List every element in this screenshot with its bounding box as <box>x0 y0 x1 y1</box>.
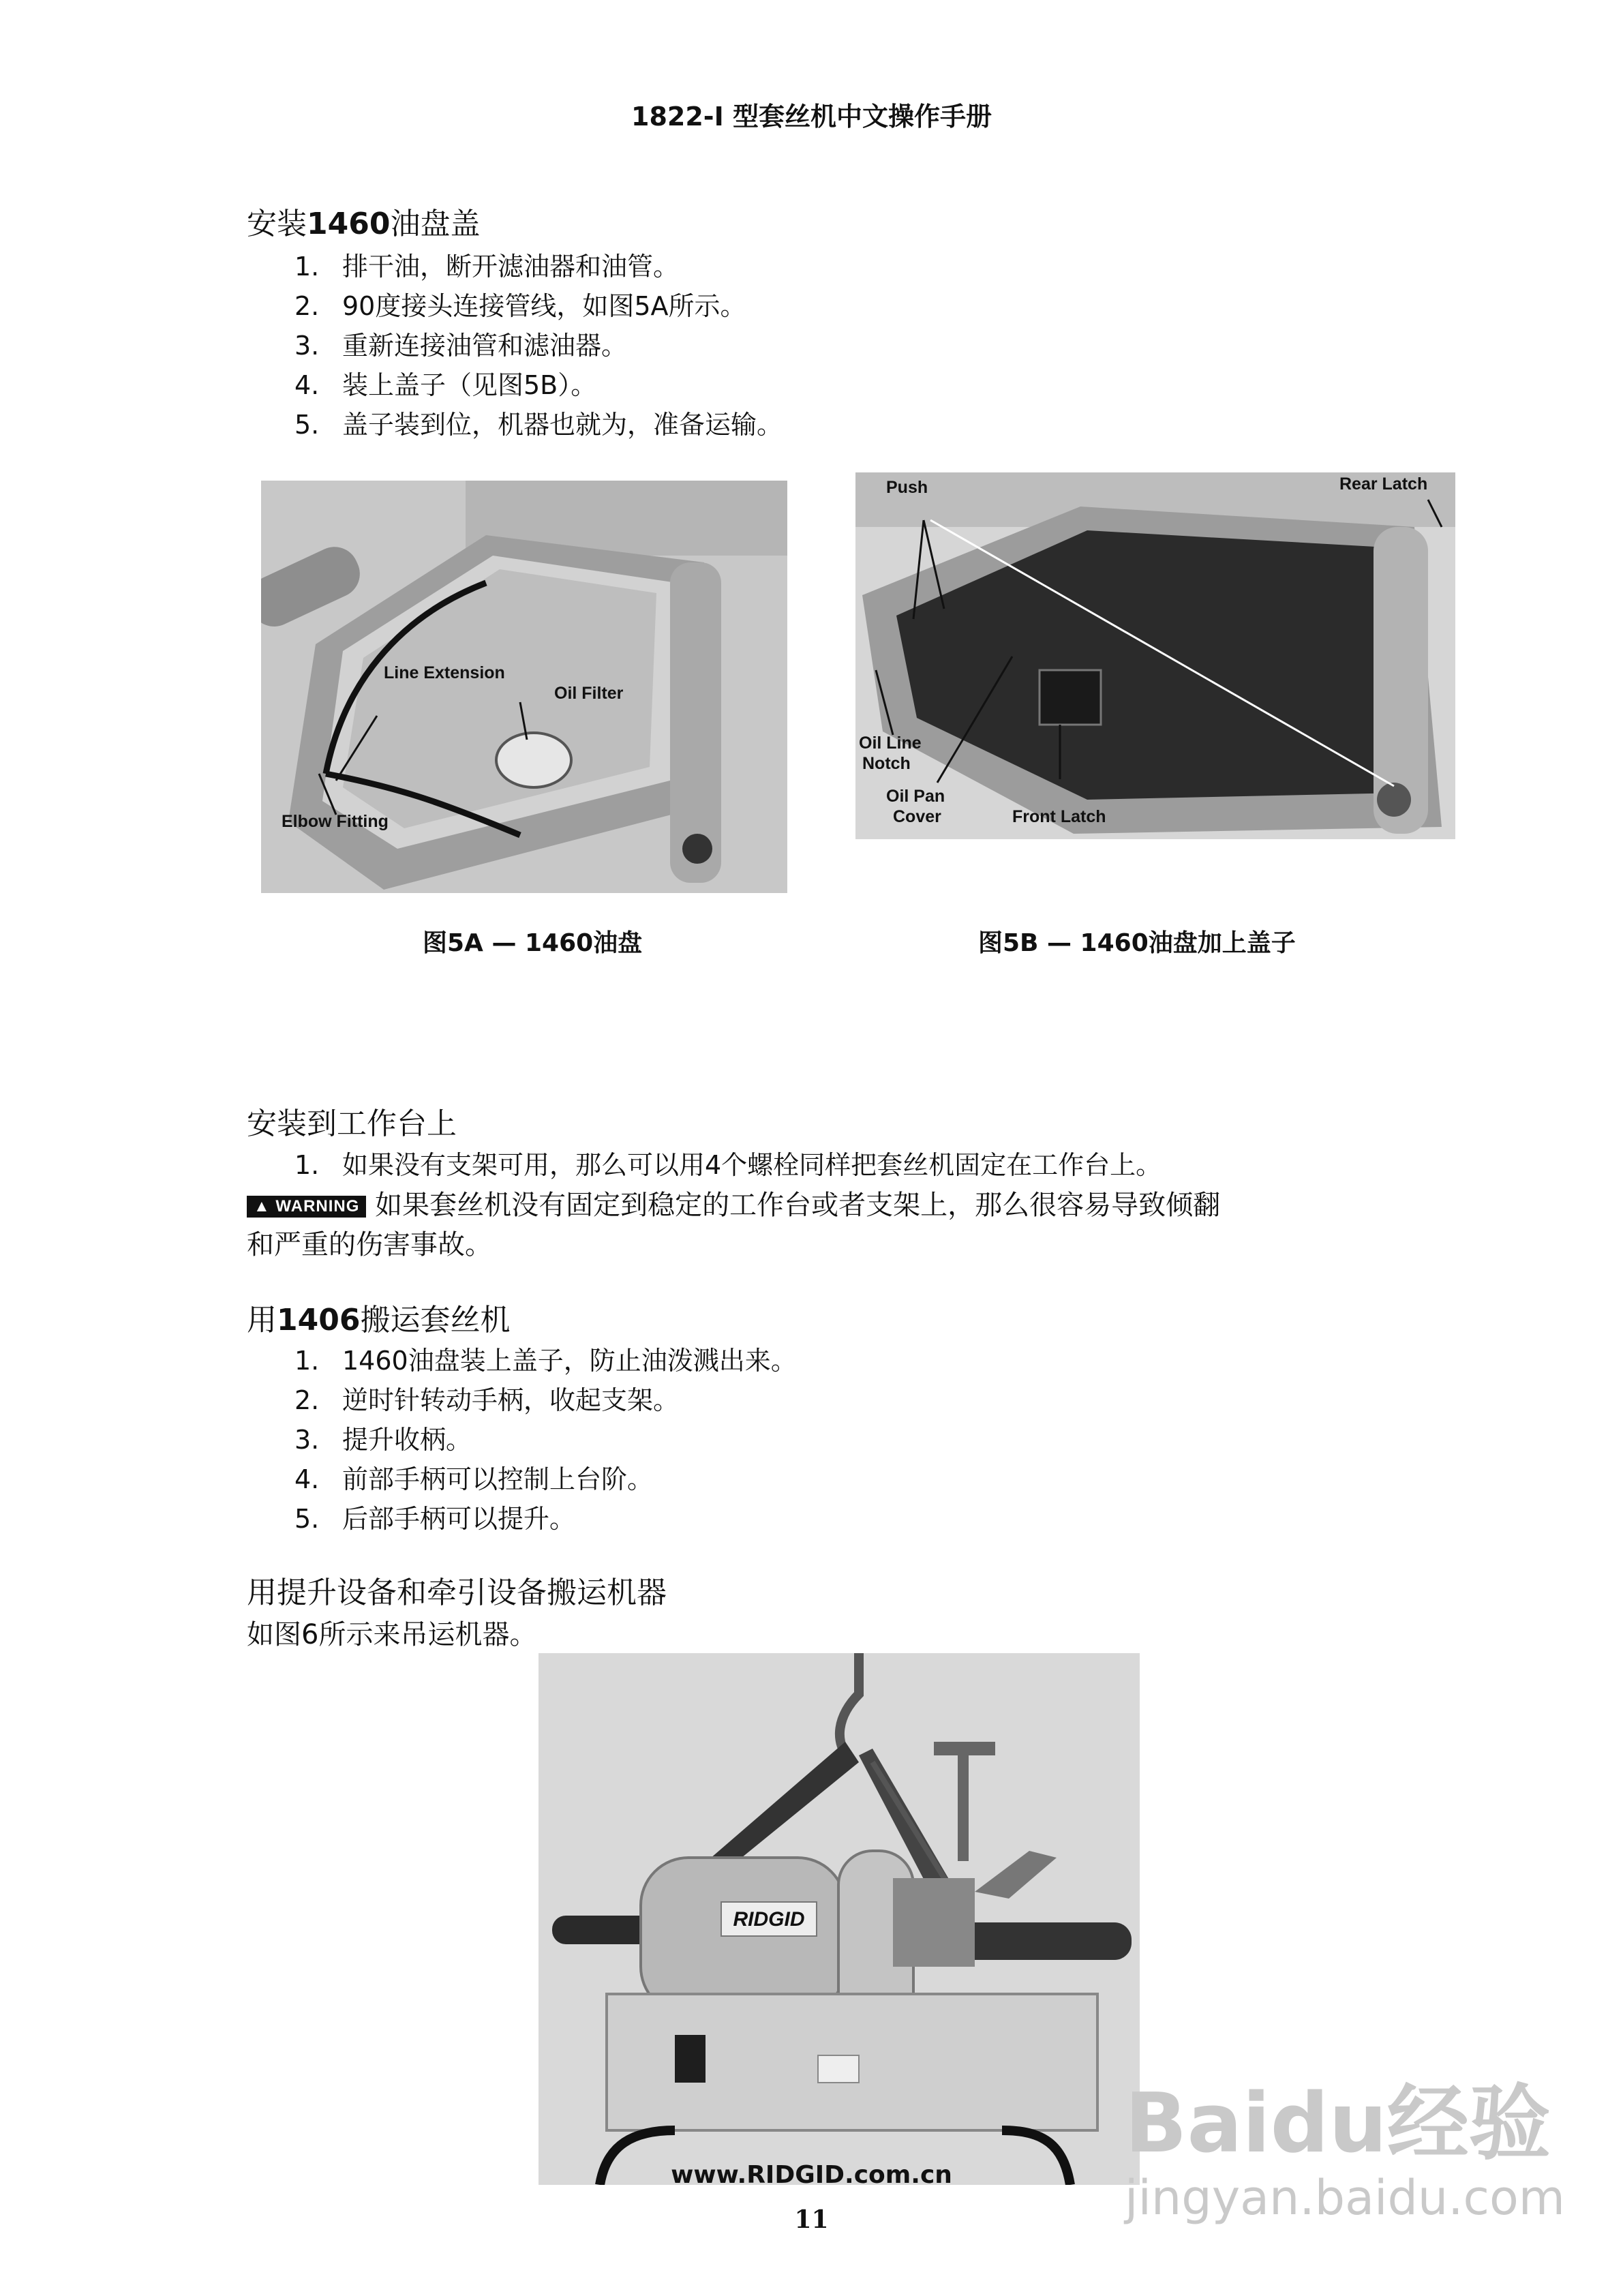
list-item: 5. 后部手柄可以提升。 <box>294 1504 576 1534</box>
list-item: 4. 前部手柄可以控制上台阶。 <box>294 1464 654 1494</box>
warning-badge: ▲ WARNING <box>247 1196 366 1218</box>
page-number: 11 <box>794 2205 829 2234</box>
label-line-extension: Line Extension <box>384 663 505 682</box>
warning-paragraph: ▲ WARNING 如果套丝机没有固定到稳定的工作台或者支架上，那么很容易导致倾翻 <box>247 1183 1220 1222</box>
list-item: 1. 1460油盘装上盖子，防止油泼溅出来。 <box>294 1346 797 1376</box>
label-rear-latch: Rear Latch <box>1339 474 1428 494</box>
ridgid-brand-label: RIDGID <box>733 1908 805 1931</box>
figure-5b-caption: 图5B — 1460油盘加上盖子 <box>978 929 1296 957</box>
label-front-latch: Front Latch <box>1012 807 1106 826</box>
list-item: 5. 盖子装到位，机器也就为，准备运输。 <box>294 410 783 440</box>
figure-5a-photo <box>261 481 787 893</box>
list-item: 2. 90度接头连接管线，如图5A所示。 <box>294 291 746 321</box>
list-item: 4. 装上盖子（见图5B）。 <box>294 370 597 400</box>
page-header: 1822-I 型套丝机中文操作手册 <box>631 102 992 132</box>
section-paragraph: 如图6所示来吊运机器。 <box>247 1619 537 1650</box>
warning-triangle-icon: ▲ <box>254 1197 276 1215</box>
label-elbow-fitting: Elbow Fitting <box>282 812 389 831</box>
list-item: 1. 如果没有支架可用，那么可以用4个螺栓同样把套丝机固定在工作台上。 <box>294 1150 1162 1180</box>
label-oil-line: Oil Line <box>859 734 922 753</box>
label-oil-filter: Oil Filter <box>554 684 624 703</box>
label-oil-pan-cover: Cover <box>893 807 941 826</box>
list-item: 2. 逆时针转动手柄，收起支架。 <box>294 1385 680 1415</box>
section-title-lift-transport: 用提升设备和牵引设备搬运机器 <box>247 1575 667 1610</box>
label-oil-line-notch: Notch <box>862 754 911 773</box>
warning-paragraph-cont: 和严重的伤害事故。 <box>247 1229 492 1260</box>
label-oil-pan: Oil Pan <box>886 787 945 806</box>
section-title-install-bench: 安装到工作台上 <box>247 1106 457 1141</box>
baidu-watermark-url: jingyan.baidu.com <box>1125 2170 1565 2226</box>
baidu-watermark-logo: Baidu经验 <box>1125 2076 1551 2171</box>
figure-5a-caption: 图5A — 1460油盘 <box>423 929 643 957</box>
footer-url: www.RIDGID.com.cn <box>671 2161 952 2189</box>
section-title-install-cover: 安装1460油盘盖 <box>247 207 481 241</box>
list-item: 3. 重新连接油管和滤油器。 <box>294 331 628 361</box>
baidu-watermark <box>1125 2076 1565 2226</box>
list-item: 1. 排干油，断开滤油器和油管。 <box>294 252 680 282</box>
section-title-transport-1406: 用1406搬运套丝机 <box>247 1303 511 1338</box>
list-item: 3. 提升收柄。 <box>294 1425 472 1455</box>
figure-5b-photo <box>855 472 1455 839</box>
label-push: Push <box>886 478 928 497</box>
figure-6-photo <box>539 1653 1140 2185</box>
